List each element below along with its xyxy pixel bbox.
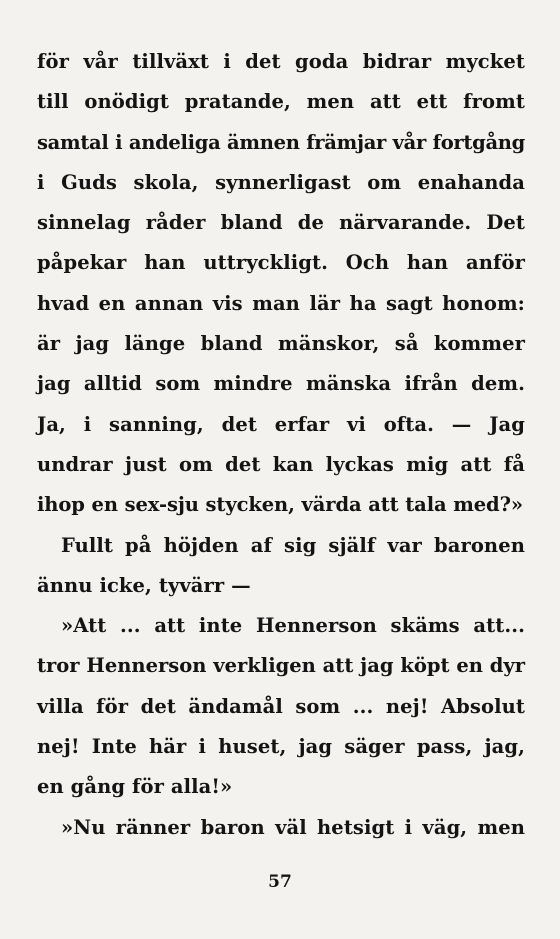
text-line: hvad en annan vis man lär ha sagt honom: <box>37 291 525 315</box>
text-line: i Guds skola, synnerligast om enahanda <box>37 170 525 194</box>
page-number: 57 <box>268 872 292 892</box>
text-line: nej! Inte här i huset, jag säger pass, jag, <box>37 735 525 759</box>
text-line: en gång för alla!» <box>37 775 233 799</box>
text-line: Ja, i sanning, det erfar vi ofta. — Jag <box>37 412 525 436</box>
text-line: sinnelag råder bland de närvarande. Det <box>37 211 525 235</box>
text-line: tror Hennerson verkligen att jag köpt en dyr <box>37 654 525 678</box>
text-line: »Att ... att inte Hennerson skäms att... <box>61 614 525 638</box>
text-line: »Nu ränner baron väl hetsigt i väg, men <box>61 815 525 839</box>
text-line: ännu icke, tyvärr — <box>37 573 251 597</box>
text-line: är jag länge bland mänskor, så kommer <box>37 332 525 356</box>
body-text <box>37 42 525 848</box>
text-line: ihop en sex-sju stycken, värda att tala med?» <box>37 493 524 517</box>
text-line: påpekar han uttryckligt. Och han anför <box>37 251 525 275</box>
text-line: till onödigt pratande, men att ett fromt <box>37 90 525 114</box>
text-line: Fullt på höjden af sig själf var baronen <box>61 533 525 557</box>
text-line: jag alltid som mindre mänska ifrån dem. <box>37 372 525 396</box>
text-line: för vår tillväxt i det goda bidrar mycket <box>37 50 525 73</box>
text-line: villa för det ändamål som ... nej! Absolut <box>37 694 525 718</box>
text-line: undrar just om det kan lyckas mig att få <box>37 452 525 476</box>
text-line: samtal i andeliga ämnen främjar vår fortgång <box>37 130 525 154</box>
